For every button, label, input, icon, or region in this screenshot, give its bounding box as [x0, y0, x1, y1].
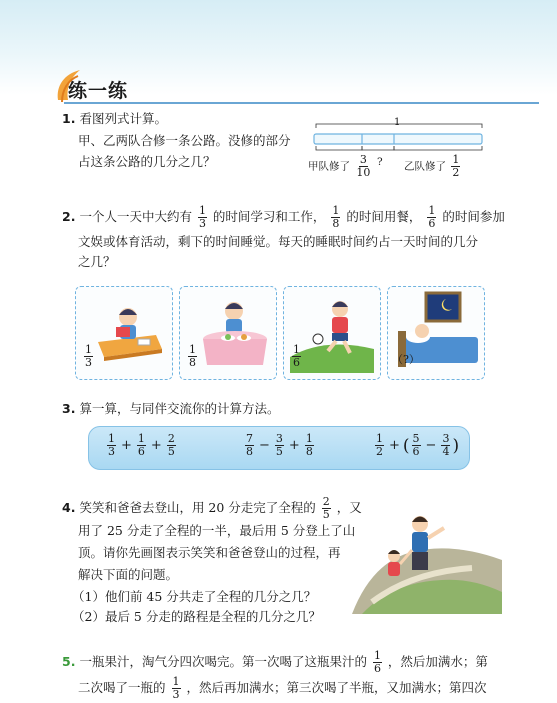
panel-meal-fraction: $\frac{1}{8}$	[189, 343, 196, 369]
q4-line2: 用了 25 分走了全程的一半，最后用 5 分登上了山	[78, 523, 356, 538]
q3-expression-3: $\frac{1}{2}$ + ( $\frac{5}{6}$ − $\frac{3}{4}$ )	[376, 432, 460, 458]
q3-prompt: 算一算，与同伴交流你的计算方法。	[79, 401, 280, 416]
q5-fraction-1: $\frac{1}{6}$	[373, 649, 381, 675]
q3-calculation-bar	[88, 426, 470, 470]
q3-expression-1: $\frac{1}{3}$ + $\frac{1}{6}$ + $\frac{2}{5}$	[108, 432, 175, 458]
q4-line1: 4. 笑笑和爸爸去登山，用 20 分走完了全程的 $\frac{2}{5}$ ，又	[62, 495, 362, 521]
q1-line1: 甲、乙两队合修一条公路。没修的部分	[78, 133, 291, 148]
q1-prompt: 看图列式计算。	[79, 111, 167, 126]
q5-line2: 二次喝了一瓶的 $\frac{1}{3}$ ，然后再加满水；第三次喝了半瓶，又加满水；第四次	[78, 675, 487, 701]
q1-prompt-line	[62, 110, 167, 127]
panel-study-fraction: $\frac{1}{3}$	[85, 343, 92, 369]
q4-number: 4.	[62, 500, 76, 515]
q2-number: 2.	[62, 209, 76, 224]
q1-line2: 占这条公路的几分之几？	[78, 154, 216, 169]
q3-prompt-line	[62, 400, 279, 417]
q4-fraction: $\frac{2}{5}$	[322, 495, 330, 521]
q4-line3: 顶。请你先画图表示笑笑和爸爸登山的过程，再	[78, 545, 341, 560]
q1-right-fraction: $\frac{1}{2}$	[452, 153, 460, 179]
q1-left-fraction: $\frac{3}{10}$	[356, 153, 371, 179]
q5-line1: 5. 一瓶果汁，淘气分四次喝完。第一次喝了这瓶果汁的 $\frac{1}{6}$ ，然后加满水；第	[62, 649, 488, 675]
hiking-illustration	[352, 502, 502, 614]
q2-picture-row	[75, 286, 495, 382]
q1-unknown: ?	[377, 156, 383, 168]
q5-fraction-2: $\frac{1}{3}$	[172, 675, 180, 701]
q1-right-label: 乙队修了 $\frac{1}{2}$	[404, 153, 460, 179]
q4-sub2: （2）最后 5 分走的路程是全程的几分之几？	[72, 609, 321, 624]
panel-sleep	[387, 286, 485, 380]
q4-line4: 解决下面的问题。	[78, 567, 179, 582]
q5-number: 5.	[62, 654, 76, 669]
q3-expression-2: $\frac{7}{8}$ − $\frac{3}{5}$ + $\frac{1}{8}$	[246, 432, 313, 458]
panel-sport	[283, 286, 381, 380]
q2-fraction-2: $\frac{1}{8}$	[332, 204, 340, 230]
q2-fraction-1: $\frac{1}{3}$	[198, 204, 206, 230]
q4-sub1: （1）他们前 45 分共走了全程的几分之几？	[72, 589, 317, 604]
section-title: 练一练	[68, 80, 129, 102]
panel-study	[75, 286, 173, 380]
panel-meal	[179, 286, 277, 380]
q2-line3: 之几？	[78, 254, 116, 269]
panel-sleep-label: （?）	[392, 353, 420, 366]
q1-total-label: 1	[394, 117, 401, 128]
panel-sport-fraction: $\frac{1}{6}$	[293, 343, 300, 369]
q1-number: 1.	[62, 111, 76, 126]
q2-line1: 2. 一个人一天中大约有 $\frac{1}{3}$ 的时间学习和工作， $\frac{1}{8}$ 的时间用餐， $\frac{1}{6}$ 的时间参加	[62, 204, 505, 230]
q2-line2: 文娱或体育活动，剩下的时间睡觉。每天的睡眠时间约占一天时间的几分	[78, 234, 479, 249]
q3-number: 3.	[62, 401, 76, 416]
q2-fraction-3: $\frac{1}{6}$	[428, 204, 436, 230]
heading-underline	[64, 102, 539, 104]
q1-left-label: 甲队修了 $\frac{3}{10}$	[308, 153, 371, 179]
